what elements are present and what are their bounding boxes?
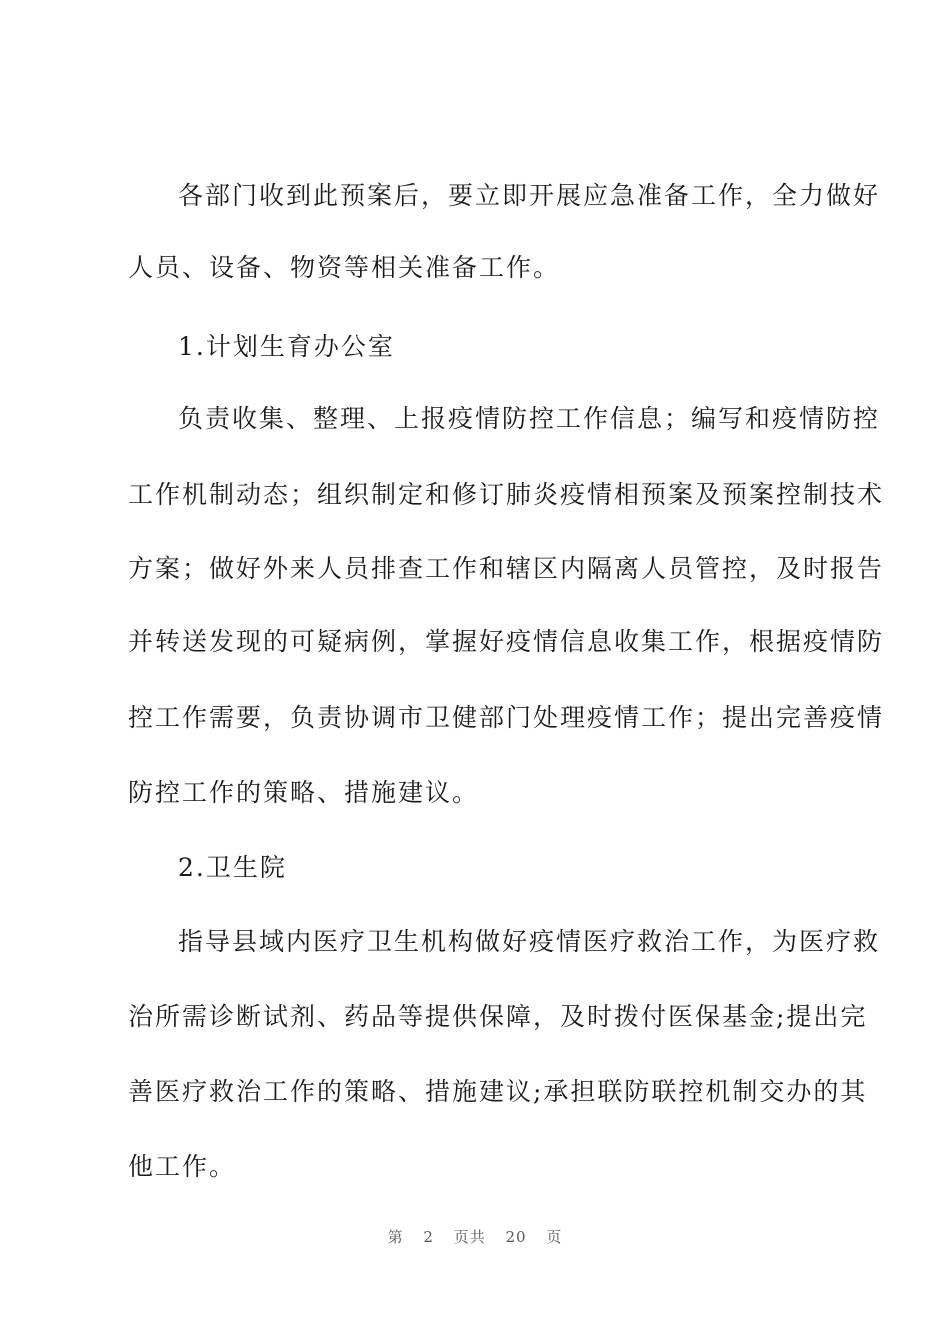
paragraph-line: 各部门收到此预案后，要立即开展应急准备工作，全力做好 <box>178 181 881 210</box>
paragraph-line: 他工作。 <box>128 1152 237 1181</box>
paragraph-line: 负责收集、整理、上报疫情防控工作信息；编写和疫情防控 <box>178 404 881 433</box>
page-footer <box>0 1226 950 1247</box>
paragraph-line: 工作机制动态；组织制定和修订肺炎疫情相预案及预案控制技术 <box>128 480 885 509</box>
page-total: 20 <box>505 1228 527 1246</box>
page-label: 页 <box>546 1228 563 1246</box>
paragraph-line: 治所需诊断试剂、药品等提供保障，及时拨付医保基金;提出完 <box>128 1002 868 1031</box>
page-label: 第 <box>387 1228 404 1246</box>
paragraph-line: 并转送发现的可疑病例，掌握好疫情信息收集工作，根据疫情防 <box>128 627 885 656</box>
page-label: 页共 <box>453 1228 486 1246</box>
paragraph-line: 善医疗救治工作的策略、措施建议;承担联防联控机制交办的其 <box>128 1077 868 1106</box>
paragraph-line: 指导县域内医疗卫生机构做好疫情医疗救治工作，为医疗救 <box>178 927 881 956</box>
paragraph-line: 防控工作的策略、措施建议。 <box>128 778 480 807</box>
section-heading: 2.卫生院 <box>178 853 287 882</box>
paragraph-line: 人员、设备、物资等相关准备工作。 <box>128 253 561 282</box>
page-current: 2 <box>423 1228 434 1246</box>
paragraph-line: 控工作需要，负责协调市卫健部门处理疫情工作；提出完善疫情 <box>128 703 885 732</box>
paragraph-line: 方案；做好外来人员排查工作和辖区内隔离人员管控，及时报告 <box>128 554 885 583</box>
section-heading: 1.计划生育办公室 <box>178 332 395 361</box>
